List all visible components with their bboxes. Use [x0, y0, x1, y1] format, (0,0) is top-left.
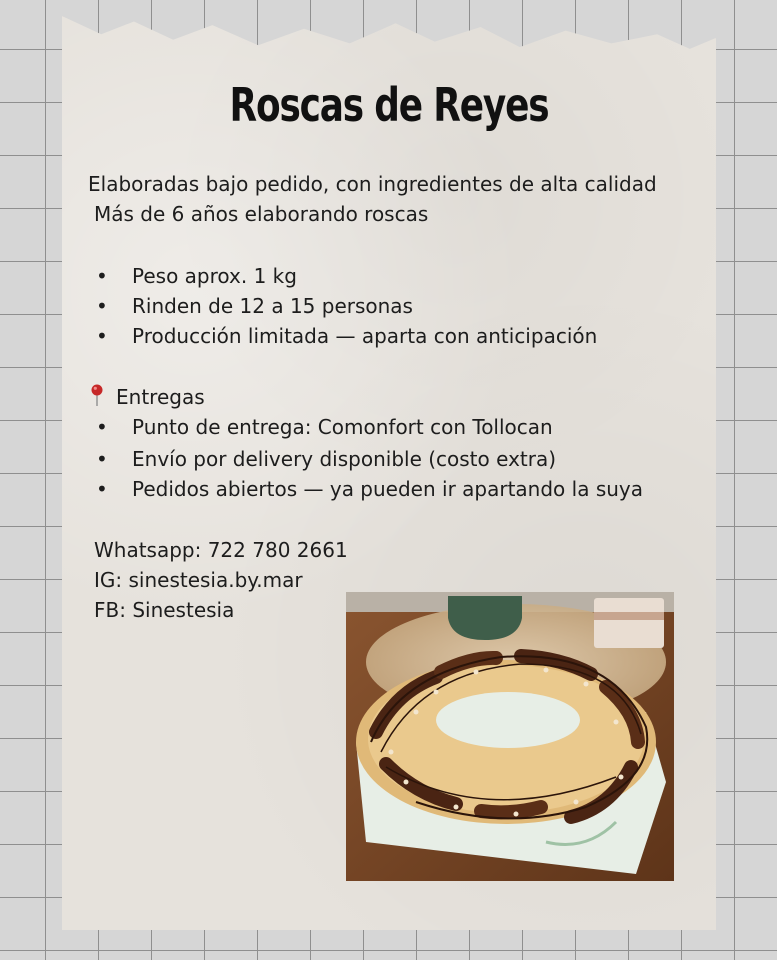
- page-title: Roscas de Reyes: [229, 78, 549, 132]
- round-pushpin-icon: [90, 383, 104, 407]
- feature-item-servings: Rinden de 12 a 15 personas: [132, 294, 413, 318]
- intro-line-1: Elaboradas bajo pedido, con ingredientes de alta calidad: [88, 172, 657, 196]
- bullet-dot: •: [96, 264, 108, 288]
- rosca-photo-illustration: [346, 592, 674, 881]
- bullet-dot: •: [96, 415, 108, 439]
- contact-whatsapp: Whatsapp: 722 780 2661: [94, 538, 348, 562]
- bullet-dot: •: [96, 324, 108, 348]
- feature-item-weight: Peso aprox. 1 kg: [132, 264, 297, 288]
- bullet-dot: •: [96, 294, 108, 318]
- contact-instagram: IG: sinestesia.by.mar: [94, 568, 303, 592]
- intro-line-2: Más de 6 años elaborando roscas: [94, 202, 429, 226]
- delivery-item-pickup: Punto de entrega: Comonfort con Tollocan: [132, 415, 553, 439]
- delivery-item-orders-open: Pedidos abiertos — ya pueden ir apartando la suya: [132, 477, 644, 501]
- bullet-dot: •: [96, 477, 108, 501]
- contact-facebook: FB: Sinestesia: [94, 598, 235, 622]
- rosca-photo: [346, 592, 674, 881]
- feature-item-limited: Producción limitada — aparta con anticipación: [132, 324, 598, 348]
- deliveries-heading: Entregas: [116, 385, 205, 409]
- bullet-dot: •: [96, 447, 108, 471]
- delivery-item-shipping: Envío por delivery disponible (costo extra): [132, 447, 557, 471]
